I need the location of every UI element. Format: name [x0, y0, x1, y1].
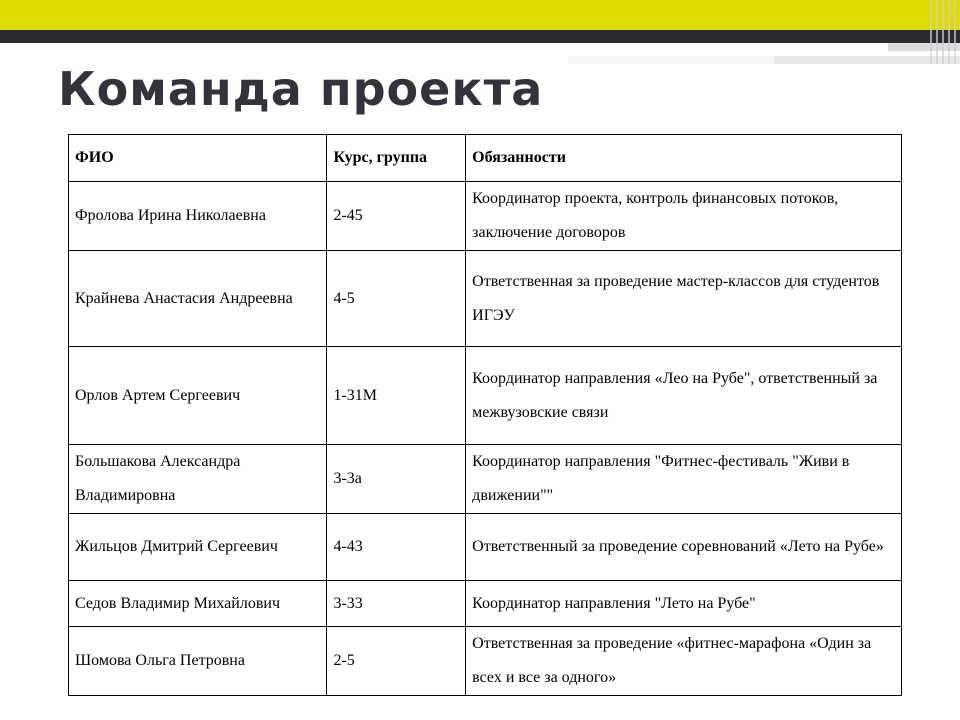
cell-duty: Ответственный за проведение соревнований «Лето на Рубе» — [466, 514, 902, 581]
cell-duty: Ответственная за проведение мастер-классов для студентов ИГЭУ — [466, 251, 902, 347]
cell-name: Крайнева Анастасия Андреевна — [69, 251, 327, 347]
cell-name: Седов Владимир Михайлович — [69, 581, 327, 627]
cell-name: Большакова Александра Владимировна — [69, 445, 327, 514]
table-row — [69, 627, 902, 696]
table-row — [69, 182, 902, 251]
table-row — [69, 514, 902, 581]
header-group: Курс, группа — [327, 135, 466, 182]
cell-duty: Координатор направления "Фитнес-фестиваль "Живи в движении"" — [466, 445, 902, 514]
cell-name: Жильцов Дмитрий Сергеевич — [69, 514, 327, 581]
header-accent-highlight-2 — [568, 56, 774, 64]
cell-duty: Координатор направления "Лето на Рубе" — [466, 581, 902, 627]
cell-duty: Ответственная за проведение «фитнес-марафона «Один за всех и все за одного» — [466, 627, 902, 696]
team-table — [68, 134, 902, 696]
header-duty: Обязанности — [466, 135, 902, 182]
table-row — [69, 251, 902, 347]
table-row — [69, 581, 902, 627]
header-decorative-stripes — [930, 0, 960, 64]
cell-duty: Координатор проекта, контроль финансовых потоков, заключение договоров — [466, 182, 902, 251]
table-header-row — [69, 135, 902, 182]
header-dark-band — [0, 30, 960, 43]
table-row — [69, 445, 902, 514]
cell-name: Фролова Ирина Николаевна — [69, 182, 327, 251]
cell-group: 4-5 — [327, 251, 466, 347]
cell-name: Орлов Артем Сергеевич — [69, 347, 327, 445]
header-accent-highlight — [568, 43, 888, 51]
cell-group: 2-45 — [327, 182, 466, 251]
cell-group: 4-43 — [327, 514, 466, 581]
header-name: ФИО — [69, 135, 327, 182]
cell-group: 1-31М — [327, 347, 466, 445]
table-row — [69, 347, 902, 445]
cell-name: Шомова Ольга Петровна — [69, 627, 327, 696]
cell-group: 3-3а — [327, 445, 466, 514]
cell-duty: Координатор направления «Лео на Рубе", ответственный за межвузовские связи — [466, 347, 902, 445]
slide-title: Команда проекта — [58, 62, 544, 116]
cell-group: 3-33 — [327, 581, 466, 627]
header-yellow-band — [0, 0, 960, 30]
cell-group: 2-5 — [327, 627, 466, 696]
